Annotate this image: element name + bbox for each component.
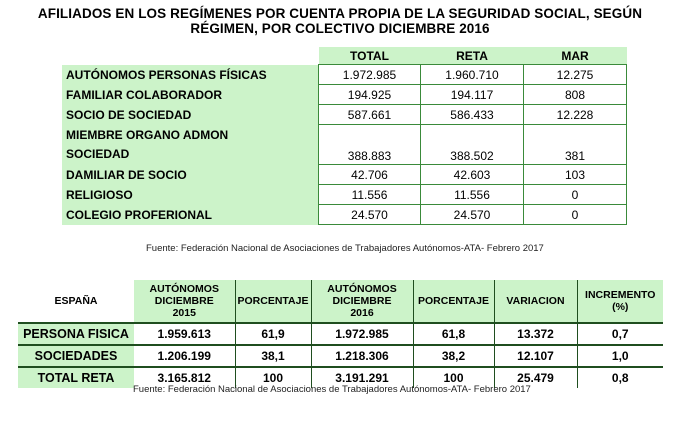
cell-mar: 0 (524, 205, 627, 225)
cell-value: 38,2 (413, 345, 494, 367)
table-row (62, 165, 627, 185)
cell-reta: 1.960.710 (421, 65, 524, 85)
cell-mar: 808 (524, 85, 627, 105)
cell-value: 61,8 (413, 323, 494, 345)
row-label: PERSONA FISICA (18, 323, 134, 345)
header-line: DICIEMBRE (154, 295, 214, 307)
cell-mar: 0 (524, 185, 627, 205)
table1-source-note: Fuente: Federación Nacional de Asociaciones de Trabajadores Autónomos-ATA- Febrero 2017 (146, 243, 544, 254)
cell-value: 1.972.985 (311, 323, 413, 345)
row-label: TOTAL RETA (18, 367, 134, 388)
header-mar: MAR (524, 47, 627, 65)
table2-source-note: Fuente: Federación Nacional de Asociaciones de Trabajadores Autónomos-ATA- Febrero 2017 (133, 384, 531, 395)
table-row (62, 85, 627, 105)
cell-value: 0,8 (577, 367, 663, 388)
row-label: SOCIEDADES (18, 345, 134, 367)
cell-value: 25.479 (494, 367, 577, 388)
row-label: AUTÓNOMOS PERSONAS FÍSICAS (62, 65, 319, 85)
cell-value: 100 (413, 367, 494, 388)
cell-value: 1,0 (577, 345, 663, 367)
cell-value: 3.165.812 (134, 367, 235, 388)
cell-reta: 194.117 (421, 85, 524, 105)
cell-total: 1.972.985 (319, 65, 421, 85)
cell-value: 13.372 (494, 323, 577, 345)
table1-header-row (62, 47, 627, 65)
row-label-line-1: MIEMBRE ORGANO ADMON (66, 127, 229, 142)
cell-total: 388.883 (319, 125, 421, 165)
cell-value: 100 (235, 367, 311, 388)
cell-value: 38,1 (235, 345, 311, 367)
title-line-2: RÉGIMEN, POR COLECTIVO DICIEMBRE 2016 (190, 21, 490, 36)
cell-total: 42.706 (319, 165, 421, 185)
cell-total: 587.661 (319, 105, 421, 125)
espana-label: ESPAÑA (18, 280, 134, 323)
header-line: (%) (612, 301, 629, 313)
table1-corner (62, 47, 319, 65)
cell-mar: 103 (524, 165, 627, 185)
header-line: 2015 (172, 307, 196, 319)
table-row (62, 105, 627, 125)
row-label: FAMILIAR COLABORADOR (62, 85, 319, 105)
cell-value: 61,9 (235, 323, 311, 345)
row-label: COLEGIO PROFERIONAL (62, 205, 319, 225)
header-variacion: VARIACION (494, 280, 577, 323)
cell-total: 194.925 (319, 85, 421, 105)
cell-total: 24.570 (319, 205, 421, 225)
cell-reta: 388.502 (421, 125, 524, 165)
cell-mar: 12.228 (524, 105, 627, 125)
document-title (0, 6, 680, 36)
header-porcentaje-2015: PORCENTAJE (235, 280, 311, 323)
cell-value: 0,7 (577, 323, 663, 345)
header-porcentaje-2016: PORCENTAJE (413, 280, 494, 323)
cell-value: 1.218.306 (311, 345, 413, 367)
header-total: TOTAL (319, 47, 421, 65)
table2-header-row (18, 280, 663, 323)
table-row (62, 125, 627, 165)
affiliates-by-regime-table (62, 47, 627, 225)
header-line: INCREMENTO (585, 289, 656, 301)
cell-reta: 24.570 (421, 205, 524, 225)
header-autonomos-2015 (134, 280, 235, 323)
row-label: DAMILIAR DE SOCIO (62, 165, 319, 185)
header-line: AUTÓNOMOS (327, 283, 397, 295)
cell-total: 11.556 (319, 185, 421, 205)
cell-value: 1.206.199 (134, 345, 235, 367)
table-row (18, 323, 663, 345)
header-line: DICIEMBRE (332, 295, 392, 307)
cell-reta: 42.603 (421, 165, 524, 185)
cell-value: 12.107 (494, 345, 577, 367)
row-label (62, 125, 319, 165)
table-row (62, 185, 627, 205)
row-label-line-2: SOCIEDAD (66, 146, 130, 161)
cell-reta: 11.556 (421, 185, 524, 205)
header-incremento (577, 280, 663, 323)
cell-reta: 586.433 (421, 105, 524, 125)
cell-value: 1.959.613 (134, 323, 235, 345)
cell-mar: 381 (524, 125, 627, 165)
spain-comparison-table (18, 280, 663, 388)
row-label: SOCIO DE SOCIEDAD (62, 105, 319, 125)
row-label: RELIGIOSO (62, 185, 319, 205)
title-line-1: AFILIADOS EN LOS REGÍMENES POR CUENTA PROPIA DE LA SEGURIDAD SOCIAL, SEGÚN (37, 6, 643, 21)
header-line: 2016 (350, 307, 374, 319)
header-reta: RETA (421, 47, 524, 65)
table-row (62, 65, 627, 85)
cell-mar: 12.275 (524, 65, 627, 85)
table-row (18, 345, 663, 367)
header-line: AUTÓNOMOS (149, 283, 219, 295)
header-autonomos-2016 (311, 280, 413, 323)
table-row (62, 205, 627, 225)
cell-value: 3.191.291 (311, 367, 413, 388)
